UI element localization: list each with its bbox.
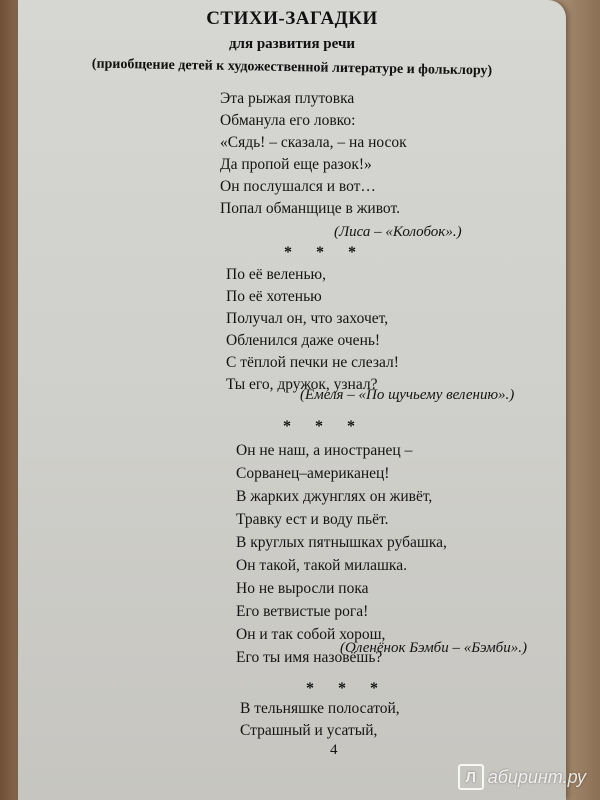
separator: * * * [284, 244, 366, 261]
page-subtitle: для развития речи [228, 36, 356, 52]
watermark-logo-icon: Л [458, 764, 484, 790]
poem-line: Страшный и усатый, [240, 722, 378, 739]
watermark [458, 764, 586, 790]
poem-line: Но не выросли пока [236, 580, 369, 597]
poem-line: Он послушался и вот… [220, 178, 376, 195]
poem-line: Попал обманщице в живот. [220, 200, 400, 217]
poem-line: В тельняшке полосатой, [240, 700, 400, 717]
separator: * * * [283, 418, 365, 435]
riddle-answer: (Емеля – «По щучьему велению».) [300, 387, 515, 403]
poem-line: С тёплой печки не слезал! [226, 354, 399, 371]
watermark-text: абиринт.ру [487, 766, 586, 787]
riddle-answer: (Оленёнок Бэмби – «Бэмби».) [340, 640, 527, 656]
separator: * * * [306, 680, 388, 697]
poem-line: «Сядь! – сказала, – на носок [220, 134, 407, 151]
page-subtitle-note: (приобщение детей к художественной литературе и фольклору) [91, 56, 493, 79]
poem-line: В жарких джунглях он живёт, [236, 488, 433, 505]
poem-line: Его ты имя назовёшь? [236, 649, 383, 666]
poem-line: Травку ест и воду пьёт. [236, 511, 389, 528]
page-number: 4 [330, 742, 338, 758]
poem-line: Обленился даже очень! [226, 332, 381, 349]
poem-line: Его ветвистые рога! [236, 603, 369, 620]
poem-line: Он не наш, а иностранец – [236, 442, 413, 459]
poem-line: Он и так собой хорош, [236, 626, 386, 643]
poem-line: Ты его, дружок, узнал? [226, 376, 378, 393]
poem-line: Да пропой еще разок!» [220, 156, 372, 173]
poem-line: Обманула его ловко: [220, 112, 356, 129]
poem-line: Он такой, такой милашка. [236, 557, 407, 574]
poem-line: Получал он, что захочет, [226, 310, 389, 327]
poem-line: В круглых пятнышках рубашка, [236, 534, 447, 551]
poem-line: По её веленью, [226, 266, 326, 283]
poem-line: Эта рыжая плутовка [220, 90, 355, 107]
poem-line: По её хотенью [226, 288, 322, 305]
book-page [18, 0, 566, 800]
poem-line: Сорванец–американец! [236, 465, 390, 482]
page-title: СТИХИ-ЗАГАДКИ [206, 8, 378, 29]
riddle-answer: (Лиса – «Колобок».) [334, 224, 462, 240]
